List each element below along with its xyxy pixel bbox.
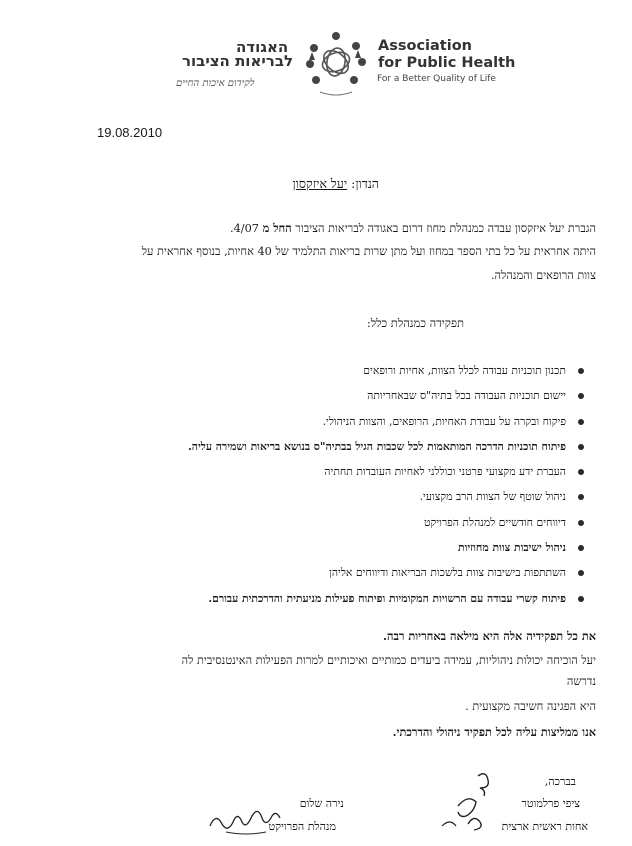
list-item: [104, 438, 584, 463]
closing-line-1: את כל תפקידיה אלה היא מילאה באחריות רבה.: [383, 629, 596, 643]
signature-1-icon: [438, 766, 508, 838]
signature-2-icon: [206, 806, 284, 838]
intro-line-1-text: הגברת יעל איזקסון עבדה כמנהלת מחוז דרום באגודה לבריאות הציבור: [291, 222, 596, 235]
role-text: תכנון תוכניות עבודה לכלל הצוות, אחיות ורופאים: [363, 364, 566, 377]
signer2-title: מנהלת הפרויקט: [268, 820, 336, 833]
list-item: [104, 514, 584, 539]
list-item: [104, 590, 584, 615]
role-text: פיתוח קשרי עבודה עם הרשויות המקומיות ופיתוח פעילות מניעתית והדרכתית עבורם.: [208, 591, 566, 605]
list-item: [104, 362, 584, 387]
roles-list: [104, 362, 584, 615]
subject-line: [293, 176, 379, 192]
intro-line-2: היתה אחראית על כל בתי הספר במחוז ועל מתן שרות בריאות התלמיד של 40 אחיות, בנוסף אחראית על: [141, 245, 596, 258]
subject-label: הנדון:: [351, 176, 379, 191]
signer1-title: אחות ראשית ארצית: [501, 820, 588, 833]
list-item: [104, 564, 584, 589]
letter-date: 19.08.2010: [97, 125, 163, 140]
closing-line-4: היא הפגינה חשיבה מקצועית .: [465, 700, 596, 713]
bullet-icon: [578, 444, 584, 450]
english-org-name-line2: for Public Health: [378, 55, 516, 71]
hebrew-tagline: לקידום איכות החיים: [176, 78, 255, 89]
english-org-name-line1: Association: [378, 38, 472, 54]
role-text: העברת ידע מקצועי פרטני וכוללני לאחיות העובדות תחתיה: [324, 465, 566, 479]
greeting: בברכה,: [544, 775, 576, 788]
organization-logo: [300, 28, 372, 100]
bullet-icon: [578, 419, 584, 425]
role-text: פיתוח תוכניות הדרכה המותאמות לכל שכבות הגיל בבתיה"ס בנושא בריאות ושמירה עליה.: [187, 439, 566, 453]
hebrew-org-name-line1: האגודה: [236, 38, 289, 56]
list-item: [104, 539, 584, 564]
intro-line-3: צוות הרופאים והמנהלה.: [490, 269, 596, 282]
role-text: ניהול שוטף של הצוות הרב מקצועי.: [419, 490, 566, 504]
signer2-name: נירה שלום: [299, 797, 344, 810]
english-org-name: [378, 38, 515, 72]
list-item: [104, 413, 584, 438]
bullet-icon: [578, 545, 584, 551]
bullet-icon: [578, 393, 584, 399]
intro-line-1-end: 4/07.: [230, 222, 263, 235]
roles-title: תפקידה כמנהלת כלל:: [366, 316, 464, 330]
role-text: ניהול ישיבות צוות מחוזיות: [457, 541, 566, 555]
bullet-icon: [578, 494, 584, 500]
list-item: [104, 387, 584, 412]
intro-line-1-bold: החל מ: [262, 221, 292, 235]
closing-line-2: יעל הוכיחה יכולות ניהוליות, עמידה ביעדים כמותיים ואיכותיים למרות הפעילות האינטנסיבית לה: [181, 654, 596, 667]
bullet-icon: [578, 570, 584, 576]
subject-name: יעל איזקסון: [292, 176, 348, 191]
bullet-icon: [578, 596, 584, 602]
bullet-icon: [578, 368, 584, 374]
closing-line-5: אנו ממליצות עליה לכל תפקיד ניהולי והדרכתי.: [392, 725, 596, 739]
signer1-name: ציפי פרלמוטר: [521, 797, 580, 810]
role-text: דיווחים חודשיים למנהלת הפרויקט: [423, 515, 566, 529]
intro-line-1: [230, 221, 596, 235]
bullet-icon: [578, 469, 584, 475]
list-item: [104, 488, 584, 513]
role-text: יישום תוכניות העבודה בכל בתיה"ס שבאחריותה: [367, 389, 566, 403]
role-text: פיקוח ובקרה על עבודת האחיות, הרופאים, והצוות הניהולי.: [322, 414, 566, 428]
closing-line-3: נדרשה: [566, 675, 596, 688]
bullet-icon: [578, 520, 584, 526]
hebrew-org-name-line2: לבריאות הציבור: [182, 52, 294, 70]
role-text: השתתפות בישיבות צוות בלשכות הבריאות ודיווחים אליהן: [329, 566, 566, 580]
list-item: [104, 463, 584, 488]
english-tagline: For a Better Quality of Life: [377, 74, 496, 84]
